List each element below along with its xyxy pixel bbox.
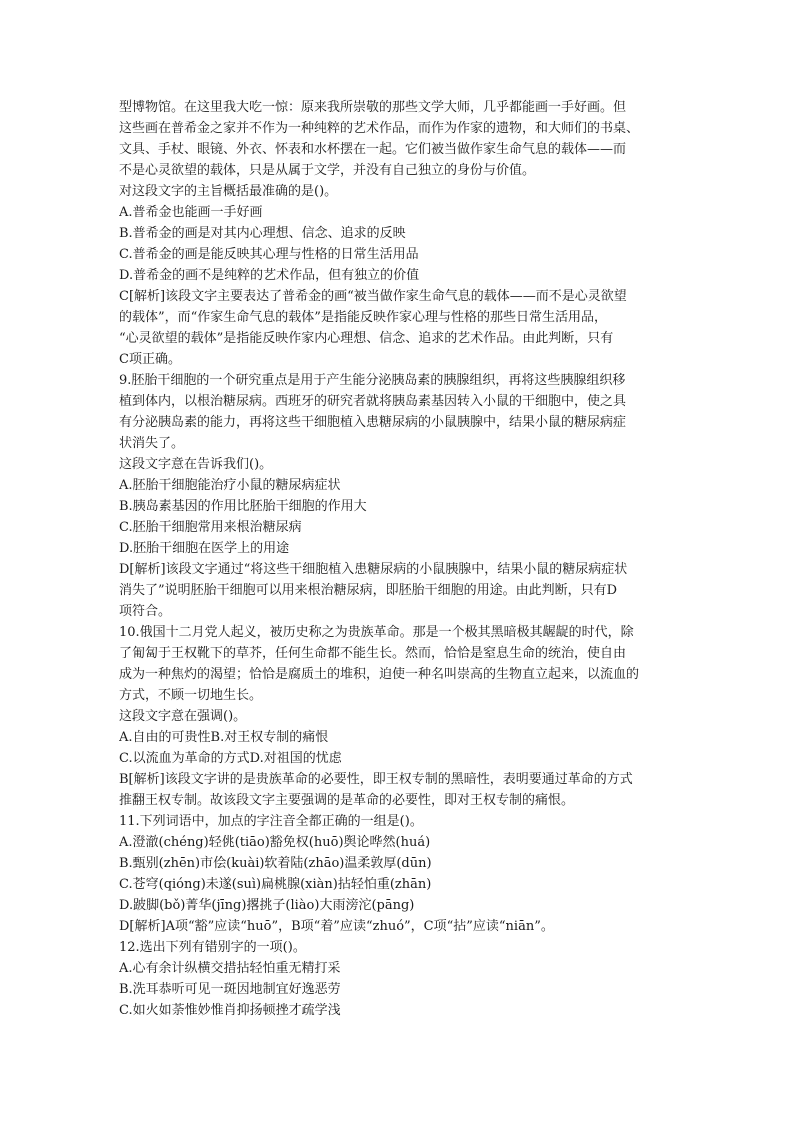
text-line: “心灵欲望的载体”是指能反映作家内心理想、信念、追求的艺术作品。由此判断，只有 — [119, 331, 614, 346]
text-line: 推翻王权专制。故该段文字主要强调的是革命的必要性，即对王权专制的痛恨。 — [119, 793, 575, 808]
text-line: C.如火如荼惟妙惟肖抑扬顿挫才疏学浅 — [119, 1003, 341, 1018]
text-line: A.胚胎干细胞能治疗小鼠的糖尿病症状 — [119, 478, 341, 493]
text-line: 不是心灵欲望的载体，只是从属于文学，并没有自己独立的身份与价值。 — [119, 163, 536, 178]
text-line: 项符合。 — [119, 604, 172, 619]
text-line: 这些画在普希金之家并不作为一种纯粹的艺术作品，而作为作家的遗物，和大师们的书桌、 — [119, 121, 640, 136]
text-line: D.跛脚(bǒ)菁华(jīng)撂挑子(liào)大雨滂沱(pāng) — [119, 898, 415, 913]
text-line: C.以流血为革命的方式D.对祖国的忧虑 — [119, 751, 342, 766]
text-line: 的载体”，而“作家生命气息的载体”是指能反映作家心理与性格的那些日常生活用品， — [119, 310, 607, 325]
text-line: D[解析]该段文字通过“将这些干细胞植入患糖尿病的小鼠胰腺中，结果小鼠的糖尿病症状 — [119, 562, 628, 577]
text-line: 这段文字意在强调()。 — [119, 709, 247, 724]
text-line: 11.下列词语中，加点的字注音全都正确的一组是()。 — [119, 814, 423, 829]
text-line: 状消失了。 — [119, 436, 185, 451]
text-line: B.胰岛素基因的作用比胚胎干细胞的作用大 — [119, 499, 367, 514]
text-line: C.普希金的画是能反映其心理与性格的日常生活用品 — [119, 247, 419, 262]
text-line: A.自由的可贵性B.对王权专制的痛恨 — [119, 730, 329, 745]
text-line: A.普希金也能画一手好画 — [119, 205, 263, 220]
text-line: 植到体内，以根治糖尿病。西班牙的研究者就将胰岛素基因转入小鼠的干细胞中，使之具 — [119, 394, 627, 409]
text-line: 有分泌胰岛素的能力，再将这些干细胞植入患糖尿病的小鼠胰腺中，结果小鼠的糖尿病症 — [119, 415, 627, 430]
text-line: C项正确。 — [119, 352, 181, 367]
text-line: D[解析]A项“豁”应读“huō”，B项“着”应读“zhuó”，C项“拈”应读“niān”。 — [119, 919, 554, 934]
text-line: 对这段文字的主旨概括最准确的是()。 — [119, 184, 338, 199]
text-line: D.普希金的画不是纯粹的艺术作品，但有独立的价值 — [119, 268, 420, 283]
text-line: A.澄澈(chéng)轻佻(tiāo)豁免权(huō)舆论哗然(huá) — [119, 835, 431, 850]
text-line: C.胚胎干细胞常用来根治糖尿病 — [119, 520, 302, 535]
text-line: 消失了”说明胚胎干细胞可以用来根治糖尿病，即胚胎干细胞的用途。由此判断，只有D — [119, 583, 618, 598]
text-line: B.洗耳恭听可见一斑因地制宜好逸恶劳 — [119, 982, 341, 997]
text-line: D.胚胎干细胞在医学上的用途 — [119, 541, 290, 556]
text-line: 了匍匐于王权靴下的草芥，任何生命都不能生长。然而，恰恰是窒息生命的统治，使自由 — [119, 646, 627, 661]
text-line: A.心有余计纵横交措拈轻怕重无精打采 — [119, 961, 341, 976]
text-line: B[解析]该段文字讲的是贵族革命的必要性，即王权专制的黑暗性，表明要通过革命的方式 — [119, 772, 633, 787]
text-line: B.普希金的画是对其内心理想、信念、追求的反映 — [119, 226, 406, 241]
text-line: 文具、手杖、眼镜、外衣、怀表和水杯摆在一起。它们被当做作家生命气息的载体——而 — [119, 142, 627, 157]
text-line: C[解析]该段文字主要表达了普希金的画“被当做作家生命气息的载体——而不是心灵欲望 — [119, 289, 627, 304]
text-line: 型博物馆。在这里我大吃一惊：原来我所崇敬的那些文学大师，几乎都能画一手好画。但 — [119, 100, 627, 115]
text-line: B.甄别(zhēn)市侩(kuài)软着陆(zhāo)温柔敦厚(dūn) — [119, 856, 432, 871]
text-line: 9.胚胎干细胞的一个研究重点是用于产生能分泌胰岛素的胰腺组织，再将这些胰腺组织移 — [119, 373, 626, 388]
text-line: 12.选出下列有错别字的一项()。 — [119, 940, 306, 955]
text-line: 10.俄国十二月党人起义，被历史称之为贵族革命。那是一个极其黑暗极其龌龊的时代，除 — [119, 625, 634, 640]
text-line: C.苍穹(qióng)未遂(suì)扁桃腺(xiàn)拈轻怕重(zhān) — [119, 877, 432, 892]
document-body — [119, 97, 679, 1021]
text-line: 成为一种焦灼的渴望；恰恰是腐质土的堆积，迫使一种名叫崇高的生物直立起来，以流血的 — [119, 667, 640, 682]
text-line: 这段文字意在告诉我们()。 — [119, 457, 273, 472]
text-line: 方式，不顾一切地生长。 — [119, 688, 263, 703]
